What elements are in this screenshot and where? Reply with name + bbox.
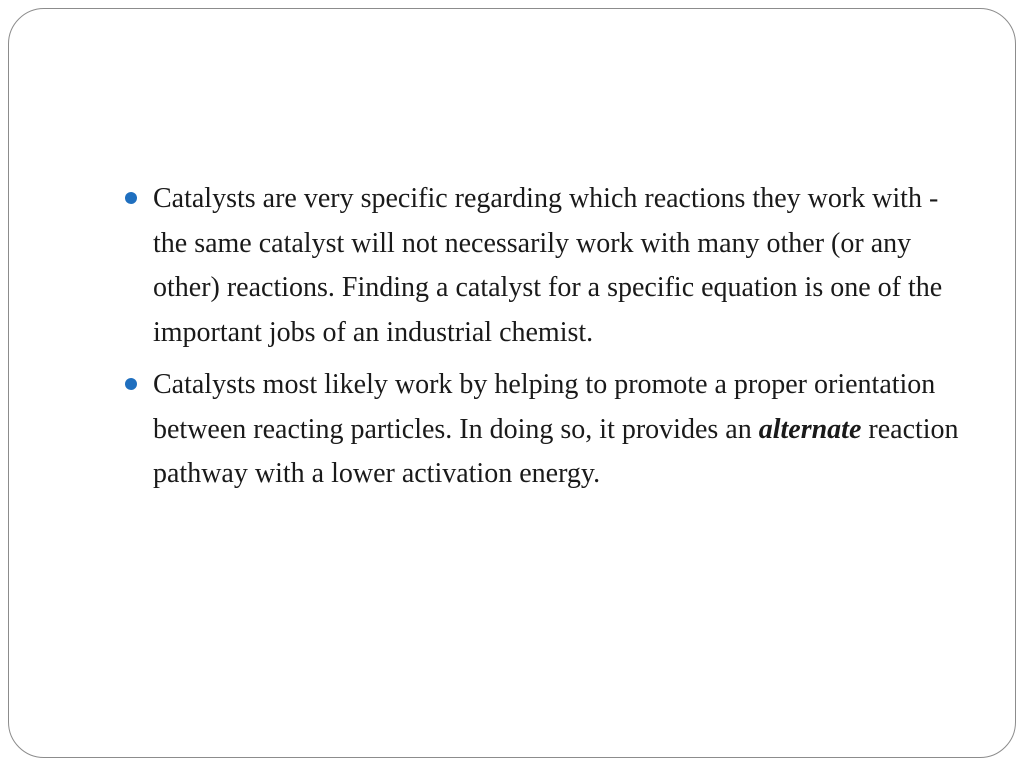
bullet-item: [115, 177, 975, 355]
slide: [8, 8, 1016, 758]
bullet-dot-icon: [125, 192, 137, 204]
bullet-dot-icon: [125, 378, 137, 390]
bullet-list: [115, 177, 975, 505]
bullet-text-before: Catalysts most likely work by helping to promote a proper orientation between reacting particles. In doing so, it provides an: [153, 369, 936, 445]
bullet-text: Catalysts are very specific regarding which reactions they work with - the same catalyst will not necessarily work with many other (or any other) reactions. Finding a catalyst for a specific equation is one of the important jobs of an industrial chemist.: [153, 183, 943, 348]
bullet-item: [115, 363, 975, 497]
bullet-emphasis: alternate: [758, 413, 862, 445]
bullet-text-after: reaction pathway with a lower activation energy.: [153, 413, 959, 489]
